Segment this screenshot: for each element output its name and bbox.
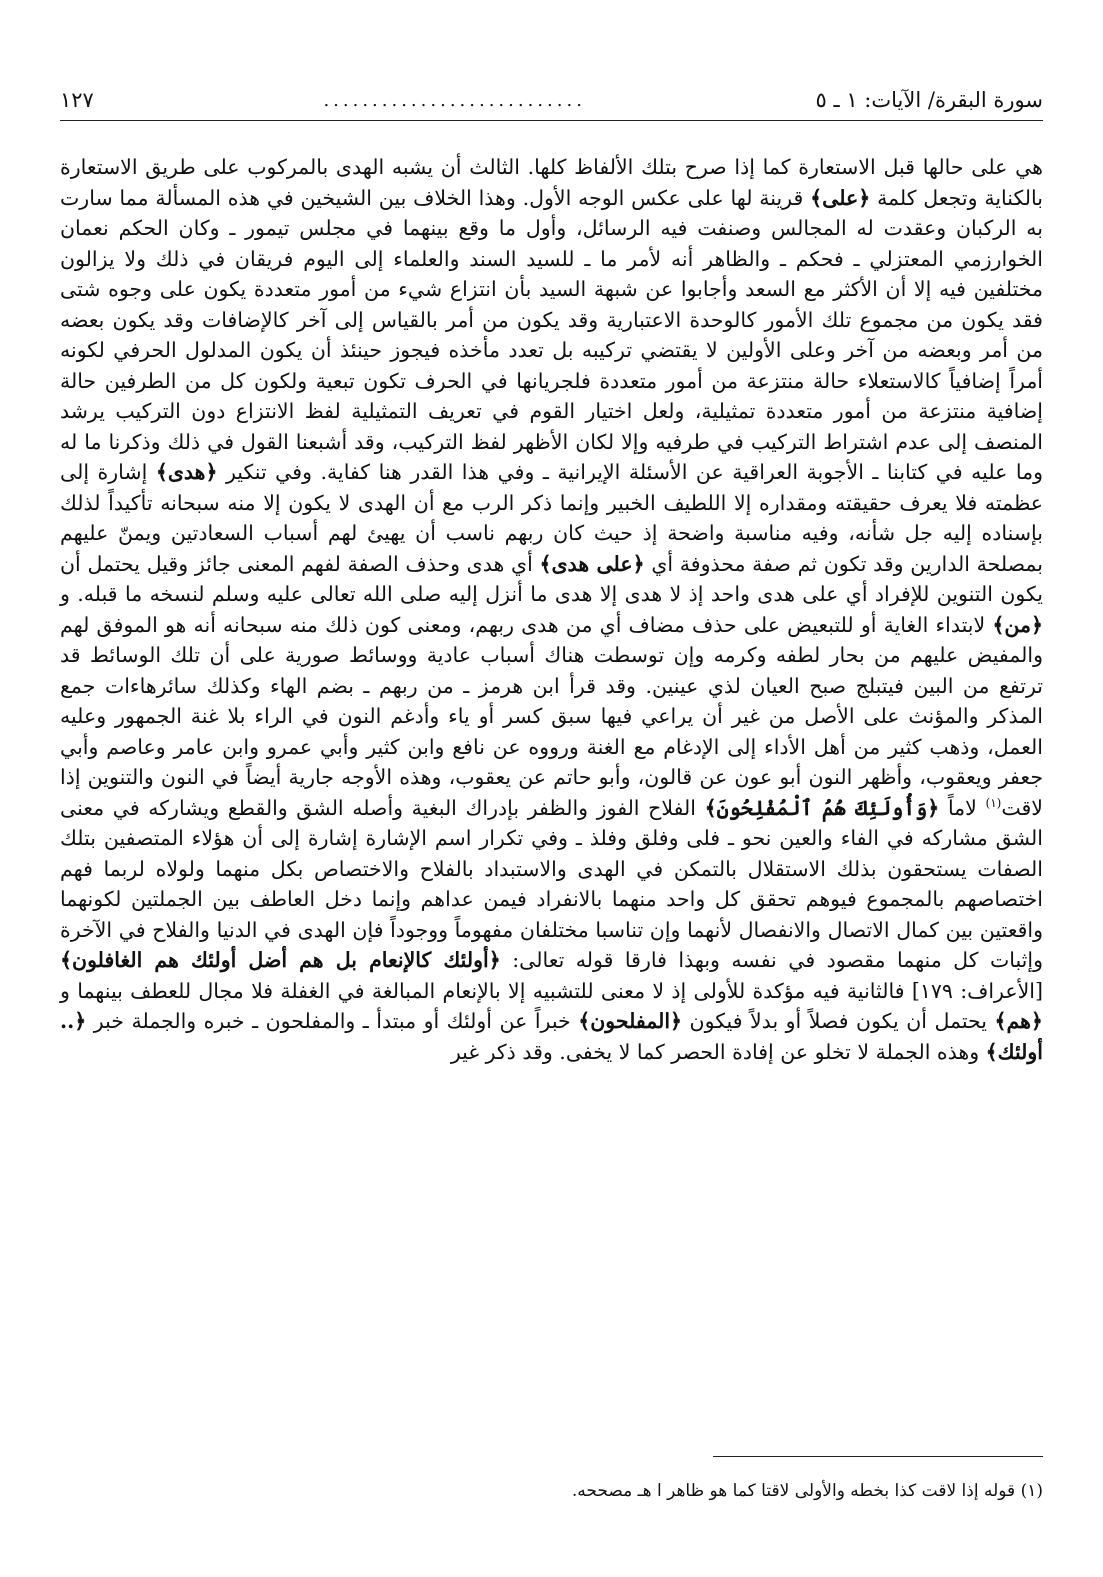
text-run: خبراً عن أولئك أو مبتدأ ـ والمفلحون ـ خبره والجملة خبر — [93, 1009, 571, 1033]
text-run: هي على حالها قبل الاستعارة كما إذا صرح بتلك الألفاظ كلها. الثالث أن يشبه الهدى بالمركوب على طريق الاستعارة بالكناية وتجعل كلمة — [60, 155, 1043, 210]
quran-quote: ﴿المفلحون﴾ — [578, 1009, 683, 1033]
footnote-text: قوله إذا لاقت كذا بخطه والأولى لاقتا كما هو ظاهر ا هـ مصححه. — [571, 1481, 1016, 1501]
text-run: وهذه الجملة لا تخلو عن إفادة الحصر كما لا يخفى. وقد ذكر غير — [450, 1039, 980, 1064]
text-run: لابتداء الغاية أو للتبعيض على حذف مضاف أي من هدى ربهم، ومعنى كون ذلك منه سبحانه أنه هو الموفق لهم والمفيض عليهم من بحار لطفه وكرمه وإن توسطت هناك أسباب عادية ووسائط صورية على أن تلك الوسائط قد ترتفع من البين فيتبلج صبح العيان لذي عينين. وقد قرأ ابن هرمز ـ من ربهم ـ بضم الهاء وكذلك سائرهاءات جمع المذكر والمؤنث على الأصل من غير أن يراعي فيها سبق كسر أو ياء وأدغم النون في الراء بلا غنة الجمهور وعليه العمل، وذهب كثير من أهل الأداء إلى الإدغام مع الغنة ورووه عن نافع وابن كثير وأبي عمرو وابن عامر وعاصم وأبي جعفر ويعقوب، وأظهر النون أبو عون عن قالون، وأبو حاتم عن يعقوب، وهذه الأوجه جارية أيضاً في النون والتنوين إذا لاقت — [60, 612, 1043, 820]
text-run: يحتمل أن يكون فصلاً أو بدلاً فيكون — [689, 1009, 987, 1033]
running-header — [60, 80, 1043, 121]
quran-quote: ﴿وَأُولَئِكَ هُمُ ٱلْمُفْلِحُونَ﴾ — [704, 795, 940, 820]
text-run: أي هدى وحذف الصفة لفهم المعنى جائز وقيل يحتمل أن يكون التنوين للإفراد أي على هدى واحد إذ لا هدى إلا هدى ما أنزل إليه صلى الله تعالى عليه وسلم لنسخه ما قبله. و — [60, 551, 1043, 606]
footnote-divider — [713, 1456, 1043, 1457]
paragraph — [60, 152, 1043, 1067]
footnote — [60, 1478, 1043, 1504]
text-run: لاماً — [947, 795, 977, 820]
footnote-marker: (١) — [985, 795, 1002, 810]
page-number: ١٢٧ — [60, 88, 94, 112]
quran-quote: ﴿من﴾ — [992, 612, 1043, 637]
quran-quote: ﴿أولئك كالإنعام بل هم أضل أولئك هم الغافلون﴾ — [60, 948, 501, 972]
surah-title: سورة البقرة/ الآيات: ١ ـ ٥ — [815, 88, 1043, 112]
main-text — [60, 152, 1043, 1067]
quran-quote: ﴿.. أولئك﴾ — [60, 1009, 1043, 1064]
text-run: [الأعراف: ١٧٩] فالثانية فيه مؤكدة للأولى إذ لا معنى للتشبيه إلا بالإنعام المبالغة في الغفلة فلا مجال للعطف بينهما و — [60, 978, 1043, 1003]
quran-quote: ﴿على هدى﴾ — [539, 551, 645, 576]
quran-quote: ﴿على﴾ — [810, 185, 871, 210]
text-run: الفلاح الفوز والظفر بإدراك البغية وأصله الشق والقطع ويشاركه في معنى الشق مشاركه في الفاء والعين نحو ـ فلى وفلق وفلذ ـ وفي تكرار اسم الإشارة إشارة إلى أن هؤلاء المتصفين بتلك الصفات يستحقون بذلك الاستقلال بالتمكن في الهدى والاستبداد بالفلاح والاختصاص بكل منهما ولولاه لربما فهم اختصاصهم بالمجموع فيوهم تحقق كل واحد منهما بالانفراد فيمن عداهم وإنما دخل العاطف بين الجملتين لكونهما واقعتين بين كمال الاتصال والانفصال لأنهما وإن تناسبا مختلفان مفهوماً ووجوداً فإن الهدى في الدنيا والفلاح في الآخرة وإثبات كل منهما مقصود في نفسه وبهذا فارقا قوله تعالى: — [60, 795, 1043, 972]
header-leader-dots: ........................... — [323, 89, 586, 111]
text-run: قرينة لها على عكس الوجه الأول. وهذا الخلاف بين الشيخين في هذه المسألة مما سارت به الركبان وعقدت له المجالس وصنفت فيه الرسائل، وأول ما وقع بينهما في مجلس تيمور ـ وكان الحكم نعمان الخوارزمي المعتزلي ـ فحكم ـ والظاهر أنه لأمر ما ـ للسيد السند والعلماء إلى اليوم فريقان في ذلك ولا يزالون مختلفين فيه إلا أن الأكثر مع السعد وأجابوا عن شبهة السيد بأن انتزاع شيء من أمور متعددة يكون على وجوه شتى فقد يكون من مجموع تلك الأمور كالوحدة الاعتبارية وقد يكون من أمر بالقياس إلى آخر كالإضافات وقد يكون بعضه من أمر وبعضه من آخر وعلى الأولين لا يقتضي تركيبه بل تعدد مأخذه فيجوز حينئذ أن يكون المدلول الحرفي لكونه أمراً إضافياً كالاستعلاء حالة منتزعة من أمور متعددة فلجريانها في الحرف تكون تبعية ولكون كل من الطرفين حالة إضافية منتزعة من أمور متعددة تمثيلية، ولعل اختيار القوم في تعريف التمثيلية لفظ الانتزاع دون التركيب يرشد المنصف إلى عدم اشتراط التركيب في طرفيه وإلا لكان الأظهر لفظ التركيب، وقد أشبعنا القول في ذلك وذكرنا ما له وما عليه في كتابنا ـ الأجوبة العراقية عن الأسئلة الإيرانية ـ وفي هذا القدر هنا كفاية. وفي تنكير — [60, 185, 1043, 484]
footnote-number: (١) — [1020, 1481, 1043, 1501]
quran-quote: ﴿هدى﴾ — [155, 460, 218, 484]
quran-quote: ﴿هم﴾ — [994, 1009, 1043, 1033]
text-run: إشارة إلى عظمته فلا يعرف حقيقته ومقداره إلا اللطيف الخبير وإنما ذكر الرب مع أن الهدى لا يكون إلا منه سبحانه تأكيداً لذلك بإسناده إليه جل شأنه، وفيه مناسبة واضحة إذ حيث كان ربهم ناسب أن يهيئ لهم أسباب السعادتين ويمنّ عليهم بمصلحة الدارين وقد تكون ثم صفة محذوفة أي — [60, 460, 1043, 576]
